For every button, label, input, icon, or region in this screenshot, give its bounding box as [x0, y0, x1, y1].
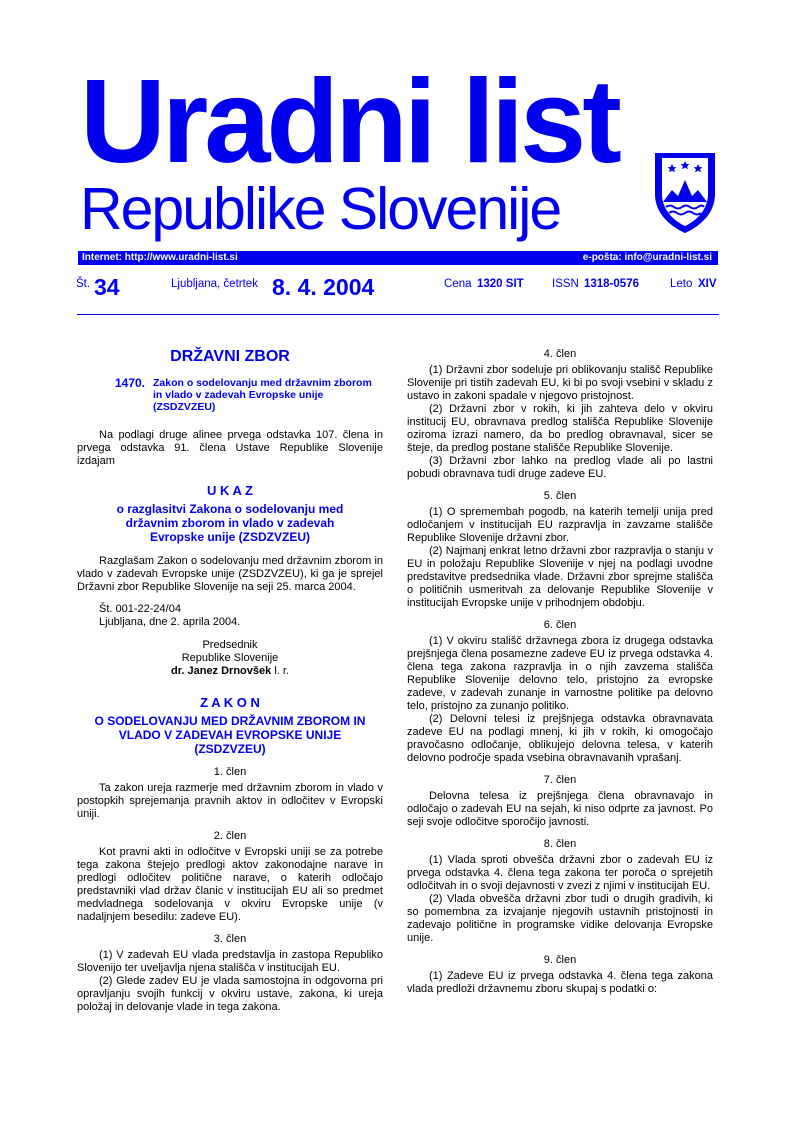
- right-column: [407, 348, 713, 996]
- act-number: 1470.: [114, 376, 145, 390]
- signer-name: dr. Janez Drnovšek: [170, 665, 272, 677]
- article-7-title: 7. člen: [543, 774, 577, 786]
- price-value: 1320 SIT: [477, 278, 524, 290]
- article-9-title: 9. člen: [543, 954, 577, 966]
- coat-of-arms-icon: [650, 150, 720, 234]
- act-title: Zakon o sodelovanju med državnim zborom in vlado v zadevah Evropske unije (ZSDZVZEU): [153, 377, 372, 413]
- issue-date: 8. 4. 2004: [272, 274, 375, 300]
- article-8-p1: (1) Vlada sproti obvešča državni zbor o zadevah EU iz prvega odstavka 4. člena tega zakona ter poroča o sprejetih odločitvah in o svoji dejavnosti v zvezi z njimi v institucijah EU.: [407, 854, 713, 892]
- article-1-p1: Ta zakon ureja razmerje med državnim zborom in vlado v postopkih sprejemanja pravnih aktov in odločitev v Evropski uniji.: [77, 782, 383, 820]
- ukaz-text: Razglašam Zakon o sodelovanju med državnim zborom in vlado v zadevah Evropske unije (ZSDZVZEU), ki ga je sprejel Državni zbor Republike Slovenije na seji 25. marca 2004.: [77, 555, 383, 593]
- intro-paragraph: Na podlagi druge alinee prvega odstavka 107. člena in prvega odstavka 91. člena Ustave Republike Slovenije izdajam: [77, 429, 383, 467]
- issn-value: 1318-0576: [584, 278, 639, 290]
- email-link[interactable]: e-pošta: info@uradni-list.si: [582, 252, 712, 263]
- section-heading: DRŽAVNI ZBOR: [170, 348, 290, 365]
- article-8-title: 8. člen: [543, 838, 577, 850]
- zakon-heading: Z A K O N: [200, 695, 260, 710]
- signer-org: Republike Slovenije: [181, 652, 279, 664]
- article-4-p3: (3) Državni zbor lahko na predlog vlade ali po lastni pobudi obravnava tudi druge zadeve EU.: [407, 455, 713, 480]
- article-2-p1: Kot pravni akti in odločitve v Evropski uniji se za potrebe tega zakona štejejo predlogi aktov zakonodajne narave in predlogi odločitev politične narave, o katerih odločajo predstavniki vlad držav članic v institucijah EU ali so predmet medvladnega sodelovanja v okviru Evropske unije (v nadaljnjem besedilu: zadeve EU).: [77, 846, 383, 923]
- article-3-title: 3. člen: [213, 933, 247, 945]
- issue-place-day: Ljubljana, četrtek: [171, 278, 258, 290]
- signer-suffix: l. r.: [271, 665, 289, 677]
- signer-title: Predsednik: [202, 639, 258, 651]
- article-5-p2: (2) Najmanj enkrat letno državni zbor razpravlja o stanju v EU in položaju Republike Slovenije v njej na podlagi uvodne predstavitve predsednika vlade. Državni zbor sprejme stališča o političnih usmeritvah za delovanje Republike Slovenije v institucijah Evropske unije v prihodnjem obdobju.: [407, 545, 713, 609]
- article-3-p1: (1) V zadevah EU vlada predstavlja in zastopa Republiko Slovenijo ter uveljavlja njena stališča v institucijah EU.: [77, 949, 383, 974]
- article-9-p1: (1) Zadeve EU iz prvega odstavka 4. člena tega zakona vlada predloži državnemu zboru skupaj s podatki o:: [407, 970, 713, 995]
- issue-number-label: Št.: [76, 278, 91, 290]
- article-5-p1: (1) O spremembah pogodb, na katerih temelji unija pred odločanjem v institucijah EU razpravlja in zavzame stališče Republike Slovenije državni zbor.: [407, 506, 713, 544]
- left-column: [77, 348, 383, 1014]
- internet-link[interactable]: Internet: http://www.uradni-list.si: [82, 252, 238, 263]
- reference-number: Št. 001-22-24/04: [99, 603, 181, 615]
- zakon-title: O SODELOVANJU MED DRŽAVNIM ZBOROM IN VLADO V ZADEVAH EVROPSKE UNIJE (ZSDZVZEU): [94, 714, 366, 756]
- article-6-p1: (1) V okviru stališč državnega zbora iz drugega odstavka prejšnjega člena posamezne zadeve EU iz prvega odstavka 4. člena tega zakona razpravlja in o njih zavzema stališča Republike Slovenije delovno telo, pristojno za evropske zadeve, v zadevah zunanje in varnostne politike pa delovno telo, pristojno za zunanjo politiko.: [407, 635, 713, 712]
- place-date: Ljubljana, dne 2. aprila 2004.: [99, 616, 241, 628]
- act-header: [77, 377, 383, 413]
- article-4-p1: (1) Državni zbor sodeluje pri oblikovanju stališč Republike Slovenije pri tistih zadevah EU, ki bi po svoji vsebini v skladu z ustavo in zakoni spadale v njegovo pristojnost.: [407, 364, 713, 402]
- article-6-p2: (2) Delovni telesi iz prejšnjega odstavka obravnavata zadeve EU na podlagi mnenj, ki jih v rokih, ki omogočajo pravočasno odločanje, oblikujejo delovna telesa, v katerih delovno področje spada vsebina obravnavanih vprašanj.: [407, 713, 713, 764]
- price-label: Cena: [444, 278, 472, 290]
- masthead-subtitle: Republike Slovenije: [80, 176, 561, 242]
- article-3-p2: (2) Glede zadev EU je vlada samostojna in odgovorna pri opravljanju svojih funkcij v okviru ustave, zakona, ki ureja položaj in delovanje vlade in tega zakona.: [77, 975, 383, 1013]
- article-8-p2: (2) Vlada obvešča državni zbor tudi o drugih gradivih, ki so pomembna za izvajanje njegovih ustavnih pristojnosti in zadevajo politične in programske vidike delovanja Evropske unije.: [407, 893, 713, 944]
- article-6-title: 6. člen: [543, 619, 577, 631]
- ukaz-heading: U K A Z: [207, 483, 253, 498]
- contact-bar: [78, 251, 718, 265]
- issue-number: 34: [94, 274, 120, 300]
- article-4-p2: (2) Državni zbor v rokih, ki jih zahteva delo v okviru institucij EU, obravnava predlog stališča Republike Slovenije oziroma izrazi namero, da bo predlog obravnaval, sicer se šteje, da predlog postane stališče Republike Slovenije.: [407, 403, 713, 454]
- article-4-title: 4. člen: [543, 348, 577, 360]
- issue-info: [76, 274, 720, 304]
- article-1-title: 1. člen: [213, 766, 247, 778]
- year-label: Leto: [670, 278, 693, 290]
- signer-line: [77, 665, 383, 678]
- ukaz-subtitle: o razglasitvi Zakona o sodelovanju med državnim zborom in vlado v zadevah Evropske unije (ZSDZVZEU): [116, 502, 344, 544]
- article-2-title: 2. člen: [213, 830, 247, 842]
- masthead-title: Uradni list: [80, 55, 618, 188]
- header-divider: [77, 314, 719, 315]
- article-5-title: 5. člen: [543, 490, 577, 502]
- issn-label: ISSN: [552, 278, 579, 290]
- year-value: XIV: [698, 278, 717, 290]
- article-7-p1: Delovna telesa iz prejšnjega člena obravnavajo in odločajo o zadevah EU na sejah, ki niso odprte za javnost. Po seji svoje odločitve sporočijo javnosti.: [407, 790, 713, 828]
